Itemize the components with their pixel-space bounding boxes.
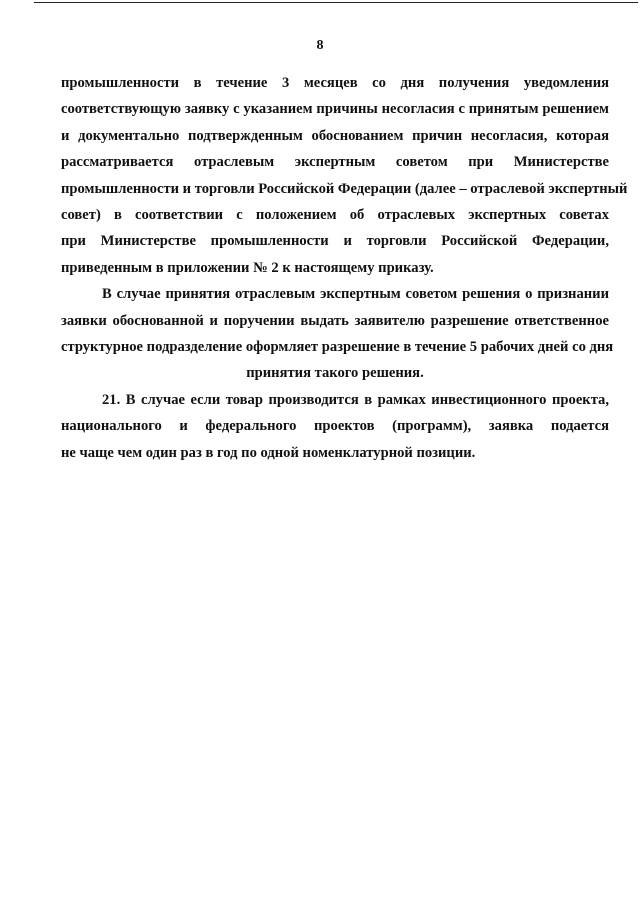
text-line: принятия такого решения. [246, 365, 424, 382]
text-line: заявки обоснованной и поручении выдать заявителю разрешение ответственное [61, 312, 609, 329]
document-body [61, 70, 628, 466]
text-line: и документально подтвержденным обоснованием причин несогласия, которая [61, 127, 609, 144]
top-border-line [34, 2, 638, 3]
paragraph-expert-council-decision [61, 281, 614, 387]
page-number: 8 [316, 38, 324, 53]
text-line: В случае принятия отраслевым экспертным советом решения о признании [102, 286, 609, 303]
text-line: совет) в соответствии с положением об отраслевых экспертных советах [61, 207, 609, 224]
text-line: рассматривается отраслевым экспертным советом при Министерстве [61, 154, 609, 171]
paragraph-continuation [61, 70, 628, 281]
text-line: соответствующую заявку с указанием причины несогласия с принятым решением [61, 101, 609, 118]
text-line: промышленности и торговли Российской Федерации (далее – отраслевой экспертный [61, 180, 628, 197]
text-line: 21. В случае если товар производится в рамках инвестиционного проекта, [102, 391, 609, 408]
text-line: при Министерстве промышленности и торговли Российской Федерации, [61, 233, 609, 250]
paragraph-item-21 [61, 387, 609, 466]
text-line: национального и федерального проектов (программ), заявка подается [61, 418, 609, 435]
text-line: структурное подразделение оформляет разрешение в течение 5 рабочих дней со дня [61, 339, 614, 356]
text-line: приведенным в приложении № 2 к настоящему приказу. [61, 259, 434, 276]
text-line: промышленности в течение 3 месяцев со дня получения уведомления [61, 75, 609, 91]
text-line: не чаще чем один раз в год по одной номенклатурной позиции. [61, 444, 476, 461]
